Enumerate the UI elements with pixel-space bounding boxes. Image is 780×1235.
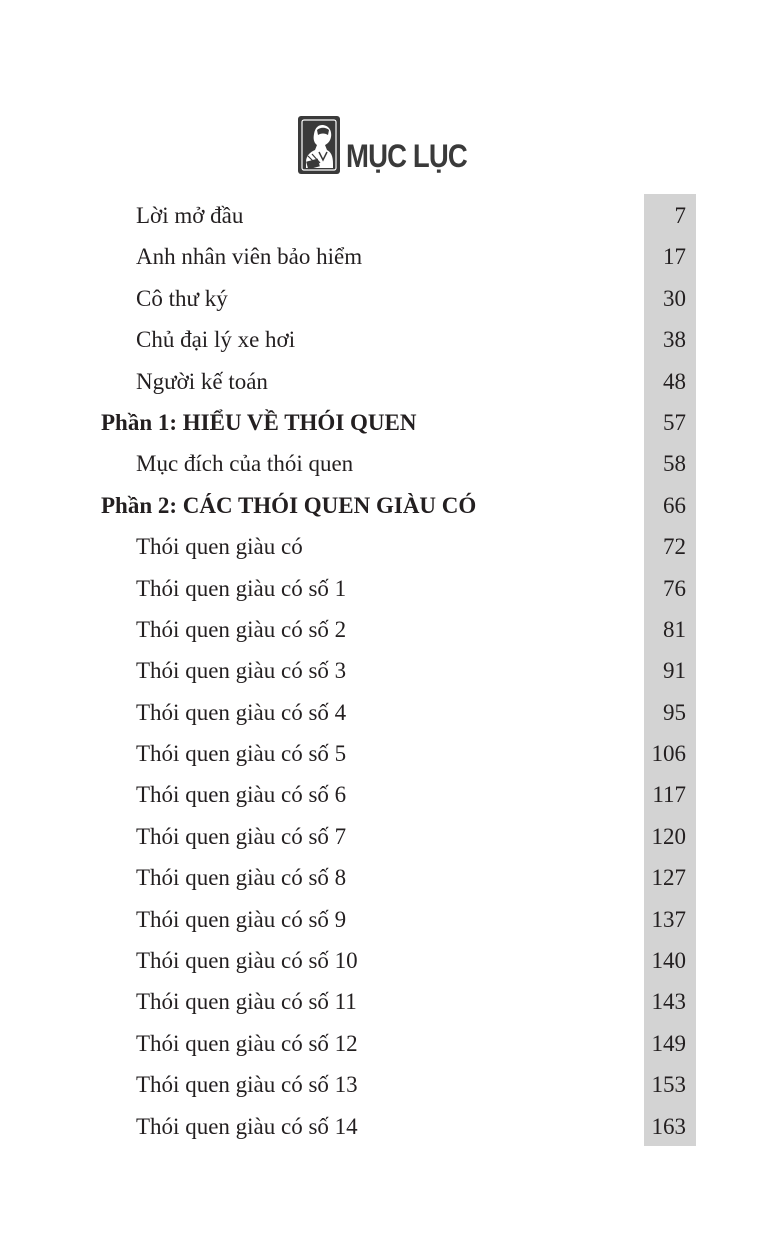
toc-entry-title: Thói quen giàu có	[136, 534, 303, 560]
table-of-contents	[0, 195, 780, 1147]
toc-chapter-row[interactable]	[0, 981, 780, 1022]
toc-entry-page-number: 81	[663, 616, 686, 642]
toc-chapter-row[interactable]	[0, 443, 780, 484]
toc-entry-page-number: 17	[663, 244, 686, 270]
toc-entry-page-number: 58	[663, 451, 686, 477]
toc-entry-page-number: 153	[651, 1072, 686, 1098]
toc-chapter-row[interactable]	[0, 236, 780, 277]
toc-chapter-row[interactable]	[0, 1106, 780, 1147]
toc-entry-title: Thói quen giàu có số 14	[136, 1113, 358, 1139]
toc-entry-page-number: 76	[663, 575, 686, 601]
toc-entry-title: Thói quen giàu có số 8	[136, 865, 347, 891]
toc-entry-title: Thói quen giàu có số 5	[136, 741, 347, 767]
toc-chapter-row[interactable]	[0, 774, 780, 815]
toc-entry-page-number: 127	[651, 865, 686, 891]
toc-entry-page-number: 30	[663, 285, 686, 311]
toc-entry-page-number: 7	[674, 203, 686, 228]
toc-entry-title: Chủ đại lý xe hơi	[136, 327, 296, 353]
toc-entry-title: Anh nhân viên bảo hiểm	[136, 244, 363, 270]
toc-entry-page-number: 163	[651, 1113, 686, 1139]
toc-entry-page-number: 137	[651, 906, 686, 932]
toc-entry-page-number: 66	[663, 492, 686, 518]
toc-entry-title: Thói quen giàu có số 6	[136, 782, 347, 808]
toc-entry-title: Cô thư ký	[136, 285, 228, 311]
toc-chapter-row[interactable]	[0, 692, 780, 733]
toc-chapter-row[interactable]	[0, 940, 780, 981]
toc-entry-page-number: 117	[652, 782, 686, 808]
toc-entry-title: Thói quen giàu có số 4	[136, 699, 347, 725]
toc-chapter-row[interactable]	[0, 733, 780, 774]
toc-chapter-row[interactable]	[0, 568, 780, 609]
toc-entry-title: Phần 2: CÁC THÓI QUEN GIÀU CÓ	[101, 492, 477, 518]
toc-entry-page-number: 38	[663, 327, 686, 353]
toc-entry-page-number: 57	[663, 409, 686, 435]
toc-entry-title: Thói quen giàu có số 11	[136, 989, 357, 1015]
toc-header-inner	[298, 116, 487, 174]
toc-entry-title: Lời mở đầu	[136, 203, 244, 228]
toc-chapter-row[interactable]	[0, 1064, 780, 1105]
toc-entry-page-number: 143	[651, 989, 686, 1015]
toc-part-row[interactable]	[0, 485, 780, 526]
toc-entry-page-number: 91	[663, 658, 686, 684]
toc-entry-title: Thói quen giàu có số 12	[136, 1030, 358, 1056]
toc-chapter-row[interactable]	[0, 319, 780, 360]
toc-entry-page-number: 72	[663, 534, 686, 560]
toc-chapter-row[interactable]	[0, 195, 780, 236]
toc-title: MỤC LỤC	[345, 138, 467, 174]
toc-chapter-row[interactable]	[0, 278, 780, 319]
toc-entry-title: Thói quen giàu có số 9	[136, 906, 347, 932]
reading-figure-book-icon	[298, 116, 340, 174]
toc-chapter-row[interactable]	[0, 1023, 780, 1064]
toc-entry-title: Thói quen giàu có số 13	[136, 1072, 358, 1098]
toc-entry-title: Thói quen giàu có số 10	[136, 948, 358, 974]
toc-chapter-row[interactable]	[0, 650, 780, 691]
toc-entry-title: Người kế toán	[136, 368, 268, 394]
toc-chapter-row[interactable]	[0, 361, 780, 402]
toc-entry-title: Phần 1: HIỂU VỀ THÓI QUEN	[101, 409, 417, 435]
toc-chapter-row[interactable]	[0, 526, 780, 567]
toc-entry-page-number: 106	[651, 741, 686, 767]
toc-entry-title: Thói quen giàu có số 7	[136, 823, 347, 849]
toc-chapter-row[interactable]	[0, 609, 780, 650]
toc-entry-page-number: 95	[663, 699, 686, 725]
toc-chapter-row[interactable]	[0, 816, 780, 857]
toc-entry-title: Thói quen giàu có số 2	[136, 616, 347, 642]
toc-header	[0, 114, 780, 176]
toc-part-row[interactable]	[0, 402, 780, 443]
toc-entry-title: Thói quen giàu có số 3	[136, 658, 347, 684]
toc-entry-title: Thói quen giàu có số 1	[136, 575, 347, 601]
toc-entry-page-number: 48	[663, 368, 686, 394]
toc-entry-title: Mục đích của thói quen	[136, 451, 354, 477]
toc-entry-page-number: 120	[651, 823, 686, 849]
toc-chapter-row[interactable]	[0, 857, 780, 898]
toc-entry-page-number: 149	[651, 1030, 686, 1056]
toc-chapter-row[interactable]	[0, 899, 780, 940]
toc-entry-page-number: 140	[651, 948, 686, 974]
